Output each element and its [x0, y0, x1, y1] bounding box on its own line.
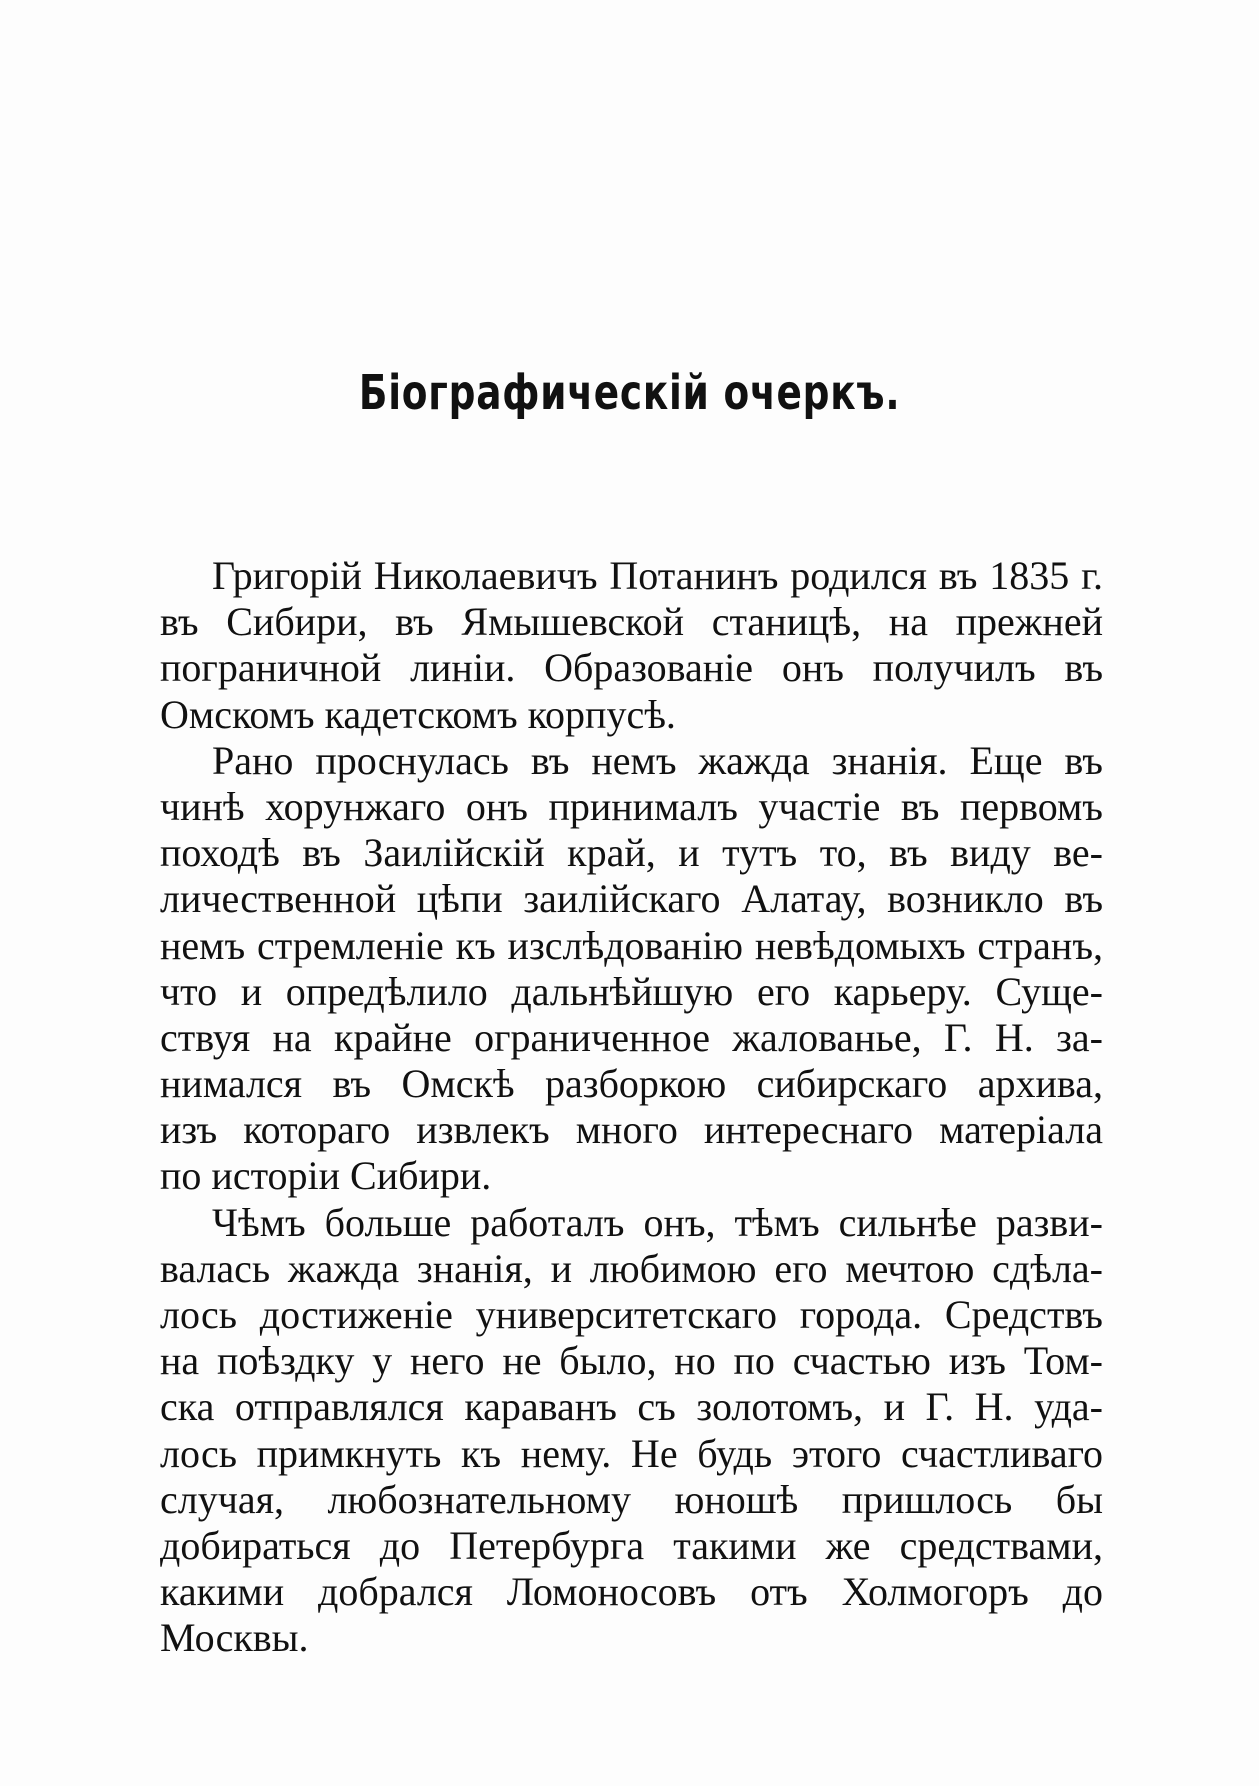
- text-line: ска отправлялся караванъ съ золотомъ, и Г. Н. уда-: [160, 1384, 1103, 1430]
- text-line: ствуя на крайне ограниченное жалованье, Г. Н. за-: [160, 1014, 1103, 1060]
- text-line: личественной цѣпи заилійскаго Алатау, возникло въ: [160, 876, 1103, 922]
- text-line: что и опредѣлило дальнѣйшую его карьеру. Суще-: [160, 968, 1103, 1014]
- paragraph-2: [160, 738, 1103, 1200]
- text-line: Григорій Николаевичъ Потанинъ родился въ 1835 г.: [212, 553, 1103, 598]
- text-line: Москвы.: [160, 1615, 309, 1661]
- text-line: лось примкнуть къ нему. Не будь этого счастливаго: [160, 1430, 1103, 1476]
- text-line: по исторіи Сибири.: [160, 1153, 492, 1199]
- text-line: въ Сибири, въ Ямышевской станицѣ, на прежней: [160, 599, 1103, 645]
- text-line: пограничной линіи. Образованіе онъ получилъ въ: [160, 645, 1103, 691]
- text-line: на поѣздку у него не было, но по счастью изъ Том-: [160, 1338, 1103, 1384]
- text-line: добираться до Петербурга такими же средствами,: [160, 1522, 1103, 1568]
- paragraph-1: [160, 553, 1103, 738]
- body-text: [160, 553, 1103, 1662]
- text-line: лось достиженіе университетскаго города. Средствъ: [160, 1292, 1103, 1337]
- text-line: изъ котораго извлекъ много интереснаго матеріала: [160, 1107, 1103, 1153]
- text-line: чинѣ хорунжаго онъ принималъ участіе въ первомъ: [160, 783, 1103, 829]
- text-line: валась жажда знанія, и любимою его мечтою сдѣла-: [160, 1245, 1103, 1291]
- text-line: случая, любознательному юношѣ пришлось бы: [160, 1476, 1103, 1522]
- text-line: Омскомъ кадетскомъ корпусѣ.: [160, 691, 676, 737]
- text-line: немъ стремленіе къ изслѣдованію невѣдомыхъ странъ,: [160, 922, 1103, 968]
- paragraph-3: [160, 1200, 1103, 1662]
- text-line: походѣ въ Заилійскій край, и тутъ то, въ виду ве-: [160, 830, 1103, 876]
- page-title: Біографическій очеркъ.: [358, 365, 901, 421]
- text-line: нимался въ Омскѣ разборкою сибирскаго архива,: [160, 1061, 1103, 1107]
- text-line: Чѣмъ больше работалъ онъ, тѣмъ сильнѣе разви-: [212, 1199, 1103, 1245]
- text-line: Рано проснулась въ немъ жажда знанія. Еще въ: [212, 737, 1103, 783]
- text-line: какими добрался Ломоносовъ отъ Холмогоръ до: [160, 1569, 1103, 1615]
